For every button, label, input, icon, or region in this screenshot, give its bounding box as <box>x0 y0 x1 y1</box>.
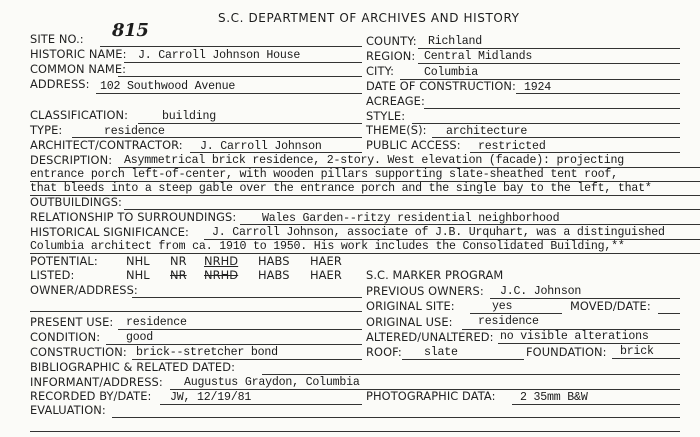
significance-label: HISTORICAL SIGNIFICANCE: <box>30 225 189 239</box>
owner-underline <box>132 297 362 298</box>
architect-underline <box>190 152 362 153</box>
listed-nrhd: NRHD <box>204 268 239 282</box>
region-value: Central Midlands <box>424 50 533 63</box>
moved-label: MOVED/DATE: <box>570 299 651 313</box>
description-line-3: that bleeds into a steep gable over the entrance porch and the single bay to the left, that* <box>30 182 652 195</box>
address-value: 102 Southwood Avenue <box>100 80 236 93</box>
architect-label: ARCHITECT/CONTRACTOR: <box>30 138 183 152</box>
classification-underline <box>138 123 362 124</box>
region-label: REGION: <box>366 49 416 63</box>
potential-nhl: NHL <box>126 254 150 268</box>
historic-name-label: HISTORIC NAME: <box>30 47 127 61</box>
common-name-label: COMMON NAME: <box>30 62 127 76</box>
previous-owners-label: PREVIOUS OWNERS: <box>366 284 484 298</box>
style-label: STYLE: <box>366 109 406 123</box>
roof-label: ROOF: <box>366 345 402 359</box>
region-underline <box>418 63 680 64</box>
photo-value: 2 35mm B&W <box>520 391 588 404</box>
altered-label: ALTERED/UNALTERED: <box>366 330 494 344</box>
significance-line-2: Columbia architect from ca. 1910 to 1950. His work includes the Consolidated Building,** <box>30 240 625 253</box>
present-use-value: residence <box>126 316 187 329</box>
bibliographic-label: BIBLIOGRAPHIC & RELATED DATED: <box>30 360 236 374</box>
owner-underline-2 <box>30 311 362 312</box>
recorded-underline <box>160 404 362 405</box>
evaluation-label: EVALUATION: <box>30 403 106 417</box>
potential-nrhd: NRHD <box>204 254 239 268</box>
date-value: 1924 <box>524 81 552 94</box>
foundation-underline <box>612 358 680 359</box>
relationship-underline <box>240 224 700 225</box>
county-underline <box>418 48 680 49</box>
significance-line-1: J. Carroll Johnson, associate of J.B. Urquhart, was a distinguished <box>212 226 665 239</box>
description-underline-3 <box>30 195 700 196</box>
classification-value: building <box>162 110 217 123</box>
public-access-underline <box>470 152 680 153</box>
bibliographic-underline <box>262 374 680 375</box>
construction-label: CONSTRUCTION: <box>30 345 127 359</box>
date-underline <box>516 93 680 94</box>
roof-underline <box>402 359 524 360</box>
public-access-label: PUBLIC ACCESS: <box>366 138 461 152</box>
informant-value: Augustus Graydon, Columbia <box>184 376 360 389</box>
original-use-label: ORIGINAL USE: <box>366 315 453 329</box>
listed-label: LISTED: <box>30 268 75 282</box>
site-no-label: SITE NO.: <box>30 32 84 46</box>
potential-nr: NR <box>170 254 187 268</box>
county-label: COUNTY: <box>366 34 417 48</box>
outbuildings-label: OUTBUILDINGS: <box>30 195 122 209</box>
foundation-value: brick <box>620 345 654 358</box>
original-site-value: yes <box>492 300 513 313</box>
description-label: DESCRIPTION: <box>30 153 113 167</box>
style-underline <box>412 123 680 124</box>
original-use-value: residence <box>478 315 539 328</box>
marker-program-label: S.C. MARKER PROGRAM <box>366 268 504 282</box>
city-label: CITY: <box>366 64 395 78</box>
foundation-label: FOUNDATION: <box>526 345 607 359</box>
condition-value: good <box>126 331 154 344</box>
evaluation-underline-2 <box>30 431 680 432</box>
acreage-label: ACREAGE: <box>366 94 425 108</box>
potential-habs: HABS <box>258 254 290 268</box>
theme-underline <box>432 137 680 138</box>
site-no-value: 815 <box>112 20 149 41</box>
card-title: S.C. DEPARTMENT OF ARCHIVES AND HISTORY <box>218 11 520 25</box>
listed-nhl: NHL <box>126 268 150 282</box>
type-label: TYPE: <box>30 123 63 137</box>
theme-value: architecture <box>446 125 528 138</box>
address-label: ADDRESS: <box>30 77 90 91</box>
photo-underline <box>512 404 680 405</box>
roof-value: slate <box>424 346 458 359</box>
potential-haer: HAER <box>310 254 342 268</box>
description-line-1: Asymmetrical brick residence, 2-story. West elevation (facade): projecting <box>124 154 625 167</box>
photo-label: PHOTOGRAPHIC DATA: <box>366 389 496 403</box>
acreage-underline <box>424 108 680 109</box>
type-value: residence <box>104 125 165 138</box>
description-line-2: entrance porch left-of-center, with wooden pillars supporting slate-sheathed tent roof, <box>30 168 618 181</box>
listed-haer: HAER <box>310 268 342 282</box>
listed-nr: NR <box>170 268 187 282</box>
condition-underline <box>106 344 362 345</box>
historic-name-value: J. Carroll Johnson House <box>138 49 301 62</box>
relationship-label: RELATIONSHIP TO SURROUNDINGS: <box>30 210 237 224</box>
county-value: Richland <box>428 35 483 48</box>
relationship-value: Wales Garden--ritzy residential neighborhood <box>262 212 560 225</box>
architect-value: J. Carroll Johnson <box>200 140 322 153</box>
city-value: Columbia <box>424 66 479 79</box>
common-name-underline <box>118 76 362 77</box>
present-use-underline <box>118 329 362 330</box>
altered-underline <box>498 343 680 344</box>
theme-label: THEME(S): <box>366 123 427 137</box>
date-label: DATE OF CONSTRUCTION: <box>366 79 516 93</box>
recorded-label: RECORDED BY/DATE: <box>30 389 152 403</box>
address-underline <box>96 93 362 94</box>
moved-underline <box>658 313 680 314</box>
listed-habs: HABS <box>258 268 290 282</box>
recorded-value: JW, 12/19/81 <box>170 391 252 404</box>
classification-label: CLASSIFICATION: <box>30 108 129 122</box>
present-use-label: PRESENT USE: <box>30 315 114 329</box>
historic-name-underline <box>124 62 362 63</box>
evaluation-underline <box>112 417 680 418</box>
original-site-underline <box>470 313 562 314</box>
site-no-underline <box>100 46 362 47</box>
altered-value: no visible alterations <box>500 330 649 343</box>
informant-label: INFORMANT/ADDRESS: <box>30 375 163 389</box>
previous-owners-value: J.C. Johnson <box>500 285 582 298</box>
condition-label: CONDITION: <box>30 330 101 344</box>
construction-value: brick--stretcher bond <box>136 346 278 359</box>
public-access-value: restricted <box>478 140 546 153</box>
potential-label: POTENTIAL: <box>30 254 98 268</box>
original-site-label: ORIGINAL SITE: <box>366 299 455 313</box>
owner-label: OWNER/ADDRESS: <box>30 283 138 297</box>
